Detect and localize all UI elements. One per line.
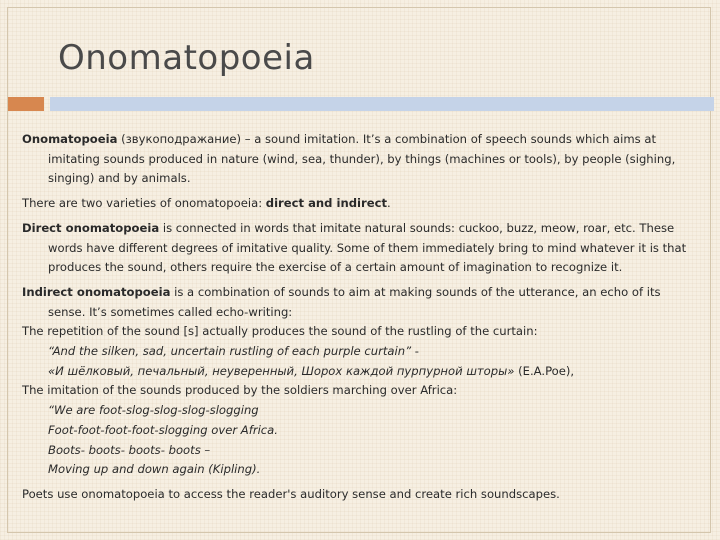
varieties-text: There are two varieties of onomatopoeia: [22,196,266,211]
kipling-line-4: Moving up and down again (Kipling). [48,462,261,477]
poe-quote-en-text: “And the silken, sad, uncertain rustling of each purple curtain” [48,344,412,359]
poe-quote-en-suffix: - [411,344,419,359]
term-indirect-onomatopoeia: Indirect onomatopoeia [22,284,171,299]
term-direct-onomatopoeia: Direct onomatopoeia [22,220,160,235]
direct-paragraph [22,219,700,278]
closing-paragraph: Poets use onomatopoeia to access the reader's auditory sense and create rich soundscapes. [22,486,560,501]
indirect-paragraph [22,283,700,322]
indirect-text: is a combination of sounds to aim at making sounds of the utterance, an echo of its sense. It’s sometimes called echo-writing: [48,284,661,319]
slide-title: Onomatopoeia [58,38,315,78]
varieties-bold: direct and indirect [265,196,387,211]
varieties-end: . [387,196,391,211]
title-accent-bar [8,97,44,111]
title-divider-bar [50,97,714,111]
poe-attribution: (E.A.Poe), [514,363,575,378]
kipling-line-2: Foot-foot-foot-foot-slogging over Africa. [48,422,278,437]
slide-body [22,130,700,510]
direct-text: is connected in words that imitate natural sounds: cuckoo, buzz, meow, roar, etc. These words have different degrees of imitative quality. Some of them immediately bring to mind whatever it is that produces the sound, others require the exercise of a certain amount of imagination to recognize it. [48,220,687,275]
poe-quote-ru-text: «И шёлковый, печальный, неуверенный, Шорох каждой пурпурной шторы» [48,363,515,378]
definition-paragraph [22,130,700,189]
varieties-paragraph [22,194,700,214]
poe-intro: The repetition of the sound [s] actually produces the sound of the rustling of the curtain: [22,324,538,339]
poe-quote-english [22,342,700,362]
kipling-line-3: Boots- boots- boots- boots – [48,442,211,457]
poe-quote-russian [22,362,700,382]
kipling-intro: The imitation of the sounds produced by the soldiers marching over Africa: [22,383,458,398]
term-onomatopoeia: Onomatopoeia [22,132,118,146]
kipling-line-1: “We are foot-slog-slog-slog-slogging [48,403,259,418]
definition-text: (звукоподражание) – a sound imitation. It’s a combination of speech sounds which aims at imitating sounds produced in nature (wind, sea, thunder), by things (machines or tools), by people (sighing, singing) and by animals. [48,132,676,186]
